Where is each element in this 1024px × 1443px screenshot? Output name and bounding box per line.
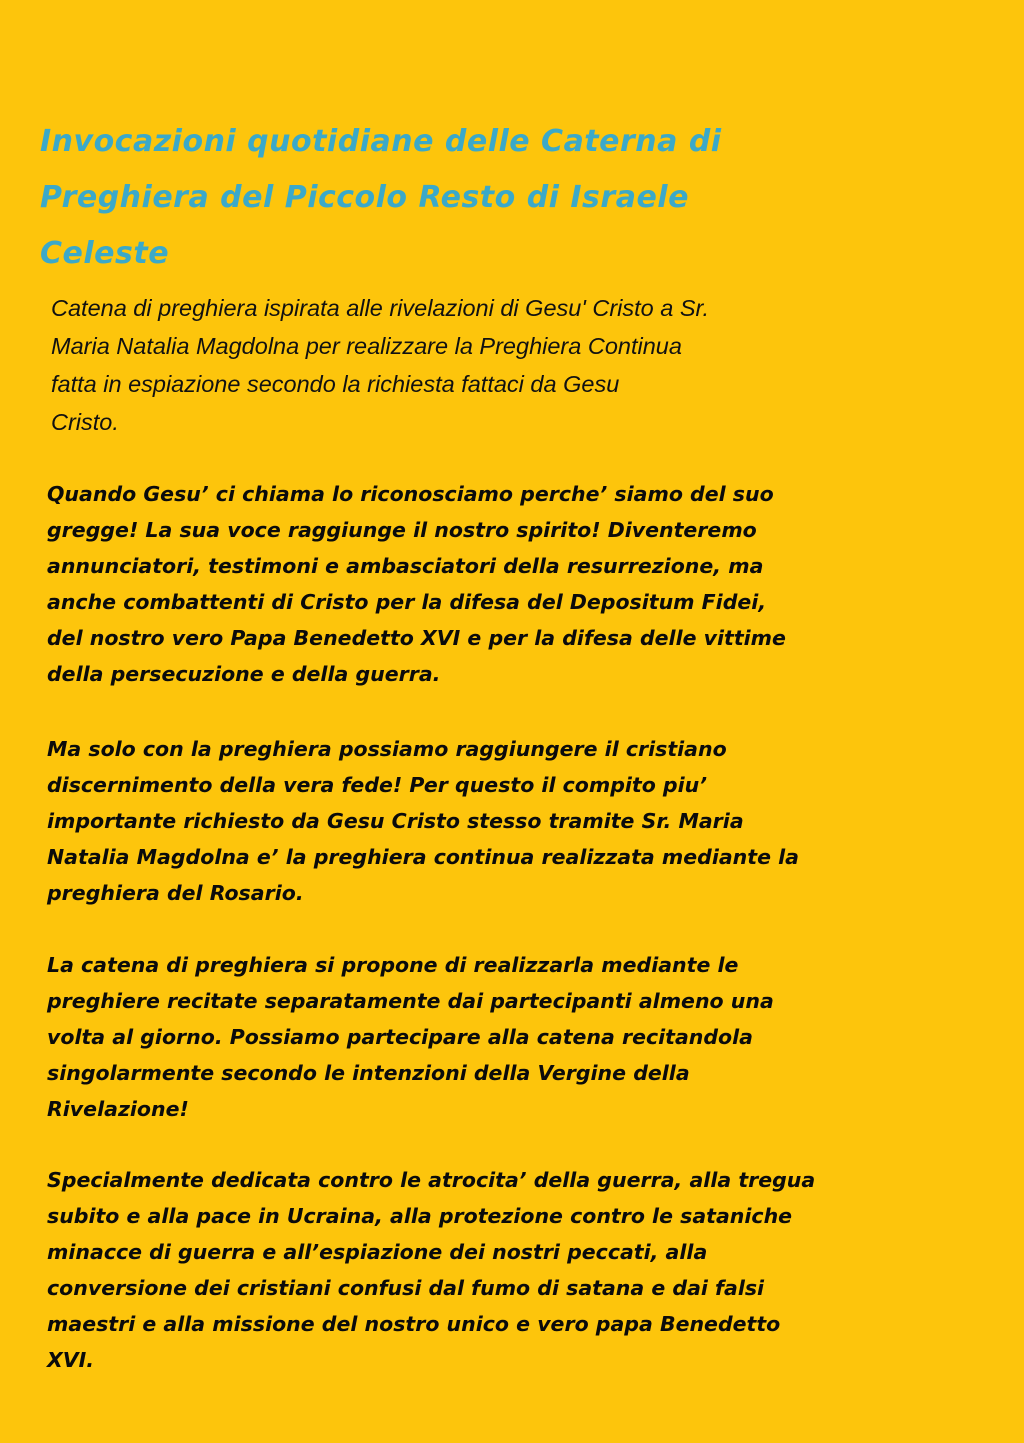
paragraph-line: Specialmente dedicata contro le atrocita’ della guerra, alla tregua — [47, 1168, 816, 1192]
paragraph-line: importante richiesto da Gesu Cristo stesso tramite Sr. Maria — [47, 809, 744, 833]
intro-line: fatta in espiazione secondo la richiesta fattaci da Gesu — [51, 371, 620, 397]
paragraph-line: annunciatori, testimoni e ambasciatori della resurrezione, ma — [47, 554, 764, 578]
paragraph-line: maestri e alla missione del nostro unico e vero papa Benedetto — [47, 1312, 781, 1336]
paragraph-line: preghiere recitate separatamente dai partecipanti almeno una — [47, 989, 774, 1013]
paragraph-line: Rivelazione! — [47, 1097, 189, 1121]
title-line: Invocazioni quotidiane delle Caterna di — [40, 124, 722, 159]
body-paragraph-2 — [47, 731, 997, 911]
paragraph-line: singolarmente secondo le intenzioni della Vergine della — [47, 1061, 690, 1085]
paragraph-line: della persecuzione e della guerra. — [47, 662, 441, 686]
title-line: Celeste — [40, 236, 170, 271]
paragraph-line: minacce di guerra e all’espiazione dei nostri peccati, alla — [47, 1240, 708, 1264]
intro-line: Cristo. — [51, 409, 119, 435]
paragraph-line: conversione dei cristiani confusi dal fumo di satana e dai falsi — [47, 1276, 765, 1300]
page-title — [40, 114, 940, 282]
intro-line: Maria Natalia Magdolna per realizzare la Preghiera Continua — [51, 333, 682, 359]
paragraph-line: del nostro vero Papa Benedetto XVI e per la difesa delle vittime — [47, 626, 786, 650]
paragraph-line: anche combattenti di Cristo per la difesa del Depositum Fidei, — [47, 590, 767, 614]
body-paragraph-4 — [47, 1162, 997, 1378]
paragraph-line: Natalia Magdolna e’ la preghiera continua realizzata mediante la — [47, 845, 799, 869]
title-line: Preghiera del Piccolo Resto di Israele — [40, 180, 689, 215]
intro-line: Catena di preghiera ispirata alle rivelazioni di Gesu' Cristo a Sr. — [51, 295, 710, 321]
paragraph-line: Quando Gesu’ ci chiama lo riconosciamo perche’ siamo del suo — [47, 482, 774, 506]
paragraph-line: volta al giorno. Possiamo partecipare alla catena recitandola — [47, 1025, 753, 1049]
body-paragraph-3 — [47, 947, 997, 1127]
intro-paragraph — [51, 289, 951, 441]
paragraph-line: gregge! La sua voce raggiunge il nostro spirito! Diventeremo — [47, 518, 757, 542]
body-paragraph-1 — [47, 476, 997, 692]
paragraph-line: preghiera del Rosario. — [47, 881, 304, 905]
paragraph-line: discernimento della vera fede! Per questo il compito piu’ — [47, 773, 708, 797]
paragraph-line: XVI. — [47, 1348, 95, 1372]
paragraph-line: Ma solo con la preghiera possiamo raggiungere il cristiano — [47, 737, 727, 761]
paragraph-line: La catena di preghiera si propone di realizzarla mediante le — [47, 953, 739, 977]
paragraph-line: subito e alla pace in Ucraina, alla protezione contro le sataniche — [47, 1204, 793, 1228]
